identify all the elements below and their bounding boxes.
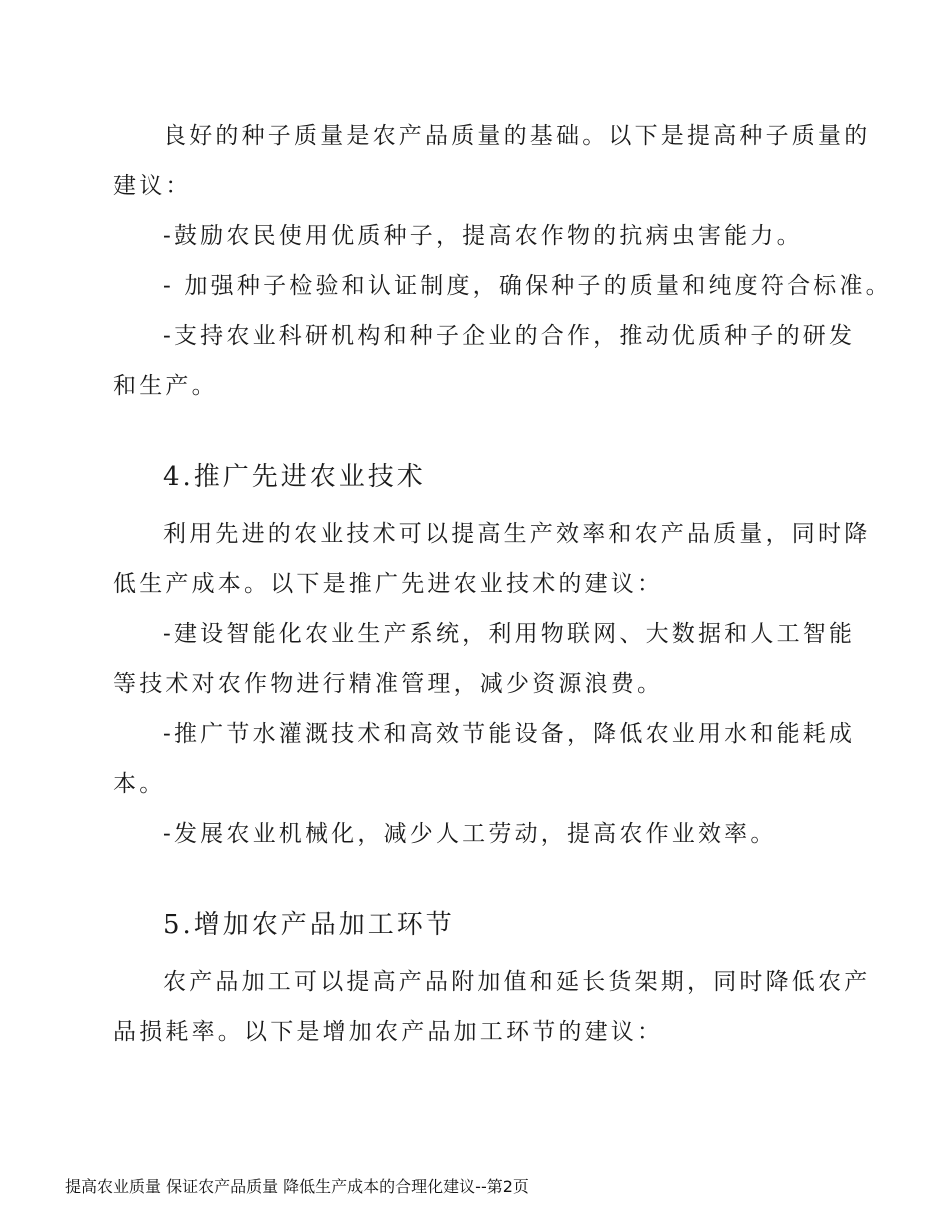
section-4-bullet-2-line-1: -推广节水灌溉技术和高效节能设备，降低农业用水和能耗成 <box>163 721 856 747</box>
seed-intro-line-1: 良好的种子质量是农产品质量的基础。以下是提高种子质量的 <box>163 123 871 149</box>
seed-bullet-2: - 加强种子检验和认证制度，确保种子的质量和纯度符合标准。 <box>163 273 892 299</box>
seed-bullet-1: -鼓励农民使用优质种子，提高农作物的抗病虫害能力。 <box>163 223 803 249</box>
section-4-heading: 4.推广先进农业技术 <box>163 462 426 492</box>
page-footer: 提高农业质量 保证农产品质量 降低生产成本的合理化建议--第2页 <box>65 1177 529 1196</box>
section-4-bullet-1-line-2: 等技术对农作物进行精准管理，减少资源浪费。 <box>113 671 664 697</box>
section-5-intro-line-2: 品损耗率。以下是增加农产品加工环节的建议： <box>113 1019 664 1045</box>
section-4-intro-line-1: 利用先进的农业技术可以提高生产效率和农产品质量，同时降 <box>163 521 871 547</box>
section-4-bullet-2-line-2: 本。 <box>113 771 166 797</box>
section-4-intro-line-2: 低生产成本。以下是推广先进农业技术的建议： <box>113 571 664 597</box>
seed-bullet-3-line-1: -支持农业科研机构和种子企业的合作，推动优质种子的研发 <box>163 323 856 349</box>
section-4-bullet-1-line-1: -建设智能化农业生产系统，利用物联网、大数据和人工智能 <box>163 621 856 647</box>
section-4-bullet-3: -发展农业机械化，减少人工劳动，提高农作业效率。 <box>163 821 777 847</box>
seed-intro-line-2: 建议： <box>113 173 192 199</box>
section-5-heading: 5.增加农产品加工环节 <box>163 910 455 940</box>
seed-bullet-3-line-2: 和生产。 <box>113 373 218 399</box>
section-5-intro-line-1: 农产品加工可以提高产品附加值和延长货架期，同时降低农产 <box>163 969 871 995</box>
